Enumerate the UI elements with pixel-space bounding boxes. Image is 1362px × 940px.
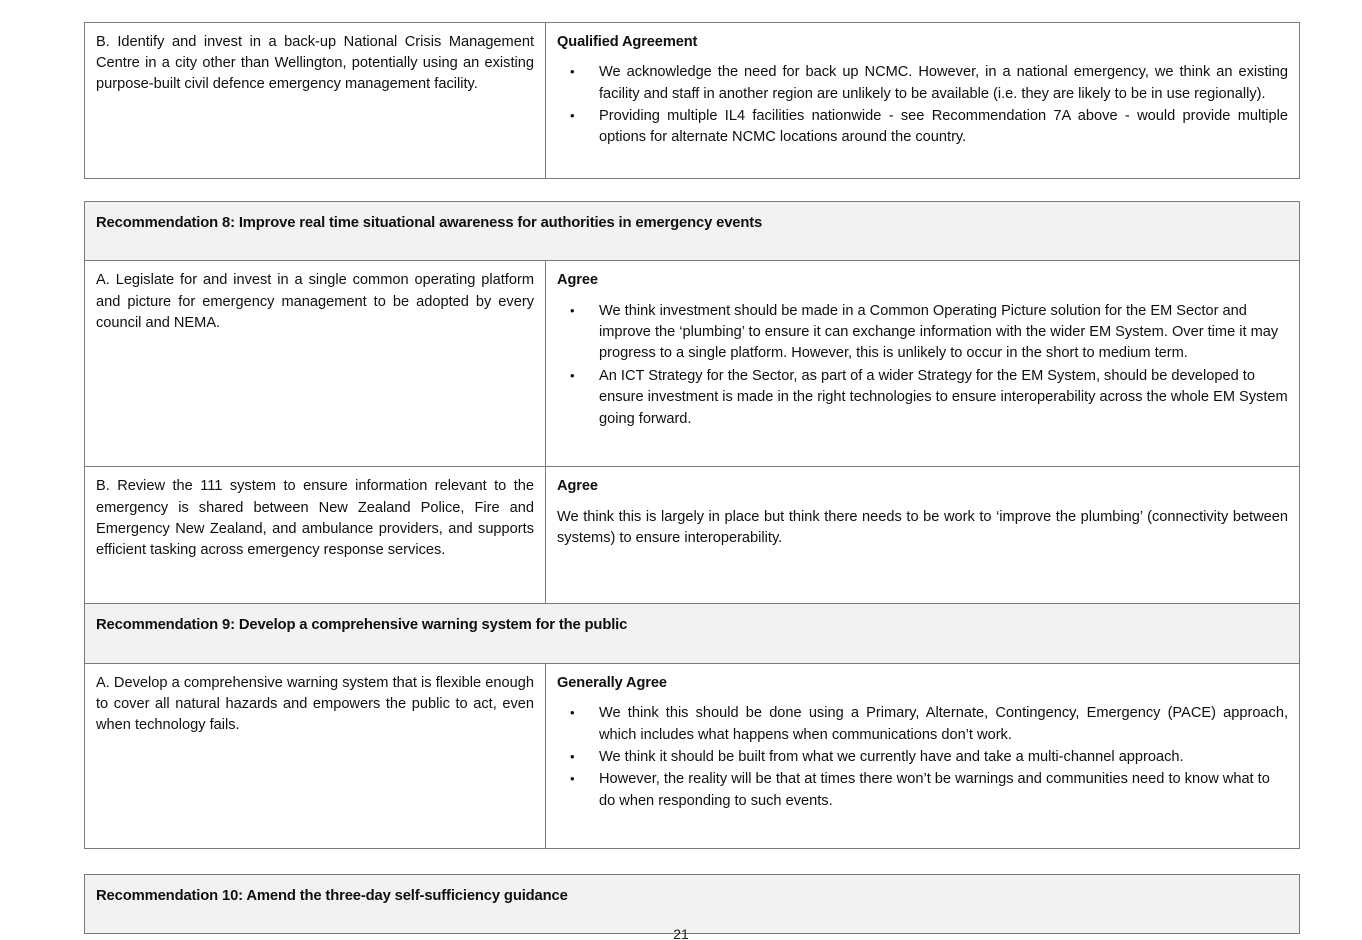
response-bullet-list [557,62,1288,149]
top-spacer [84,0,1299,22]
response-cell [546,663,1300,848]
recommendation-7b-text: B. Identify and invest in a back-up National Crisis Management Centre in a city other than Wellington, potentially using an existing purpose-built civil defence emergency management facility. [96,34,534,93]
recommendation-cell [85,663,546,848]
list-item [557,747,1288,768]
list-item [557,62,1288,105]
response-cell [546,467,1300,604]
response-bullet-list [557,703,1288,812]
recommendation-8-title: Recommendation 8: Improve real time situational awareness for authorities in emergency events [96,215,763,231]
table-spacer-2 [84,849,1299,874]
recommendation-7b-table [84,22,1300,179]
bullet-icon: • [570,748,575,764]
recommendation-10-header-cell [85,874,1300,933]
list-item-text: However, the reality will be that at times there won’t be warnings and communities need to know what to do when responding to such events. [599,771,1270,809]
response-cell [546,261,1300,467]
recommendation-9-title: Recommendation 9: Develop a comprehensive warning system for the public [96,617,628,634]
list-item [557,769,1288,812]
bullet-icon: • [570,302,575,318]
recommendation-10-title: Recommendation 10: Amend the three-day self-sufficiency guidance [96,887,568,904]
list-item [557,301,1288,365]
recommendation-8b-text: B. Review the 111 system to ensure information relevant to the emergency is shared between New Zealand Police, Fire and Emergency New Zealand, and ambulance providers, and supports efficient tasking across emergency response services. [96,478,534,558]
page-number: 21 [673,926,689,940]
list-item-text: An ICT Strategy for the Sector, as part of a wider Strategy for the EM System, should be developed to ensure investment is made in the right technologies to ensure interoperability across the whole EM System going forward. [599,367,1288,427]
bullet-icon: • [570,64,575,80]
bullet-icon: • [570,771,575,787]
bullet-icon: • [570,367,575,383]
page-footer [0,926,1362,940]
recommendation-cell [85,23,546,179]
table-row [85,261,1300,467]
recommendation-10-header-row [85,874,1300,933]
stance-label: Agree [557,272,598,289]
stance-label: Qualified Agreement [557,34,698,50]
document-page [84,0,1299,940]
recommendation-9-header-row [85,604,1300,663]
list-item [557,106,1288,149]
table-row [85,23,1300,179]
recommendation-8-header-cell [85,202,1300,261]
bullet-icon: • [570,108,575,124]
response-cell [546,23,1300,179]
recommendation-8-header-row [85,202,1300,261]
list-item-text: We acknowledge the need for back up NCMC. However, in a national emergency, we think an existing facility and staff in another region are unlikely to be available (i.e. they are likely to be in use regionally). [599,64,1288,102]
table-row [85,467,1300,604]
response-paragraph: We think this is largely in place but think there needs to be work to ‘improve the plumbing’ (connectivity between systems) to ensure interoperability. [557,508,1289,546]
table-row [85,663,1300,848]
recommendation-cell [85,261,546,467]
response-bullet-list [557,301,1288,431]
stance-label: Agree [557,478,598,495]
list-item-text: Providing multiple IL4 facilities nationwide - see Recommendation 7A above - would provide multiple options for alternate NCMC locations around the country. [599,108,1288,146]
list-item-text: We think investment should be made in a Common Operating Picture solution for the EM Sector and improve the ‘plumbing’ to ensure it can exchange information with the wider EM System. Over time it may progress to a single platform. However, this is unlikely to occur in the short to medium term. [599,302,1279,362]
recommendation-cell [85,467,546,604]
list-item [557,366,1288,430]
recommendation-8a-text: A. Legislate for and invest in a single common operating platform and picture for emergency management to be adopted by every council and NEMA. [96,272,534,331]
list-item [557,703,1288,746]
recommendation-9a-text: A. Develop a comprehensive warning system that is flexible enough to cover all natural hazards and empowers the public to act, even when technology fails. [96,674,534,734]
recommendation-8-9-table [84,201,1300,849]
recommendation-9-header-cell [85,604,1300,663]
stance-label: Generally Agree [557,674,667,691]
bullet-icon: • [570,705,575,721]
list-item-text: We think it should be built from what we currently have and take a multi-channel approach. [599,748,1184,765]
table-spacer-1 [84,179,1299,201]
list-item-text: We think this should be done using a Primary, Alternate, Contingency, Emergency (PACE) approach, which includes what happens when communications don’t work. [599,705,1289,743]
